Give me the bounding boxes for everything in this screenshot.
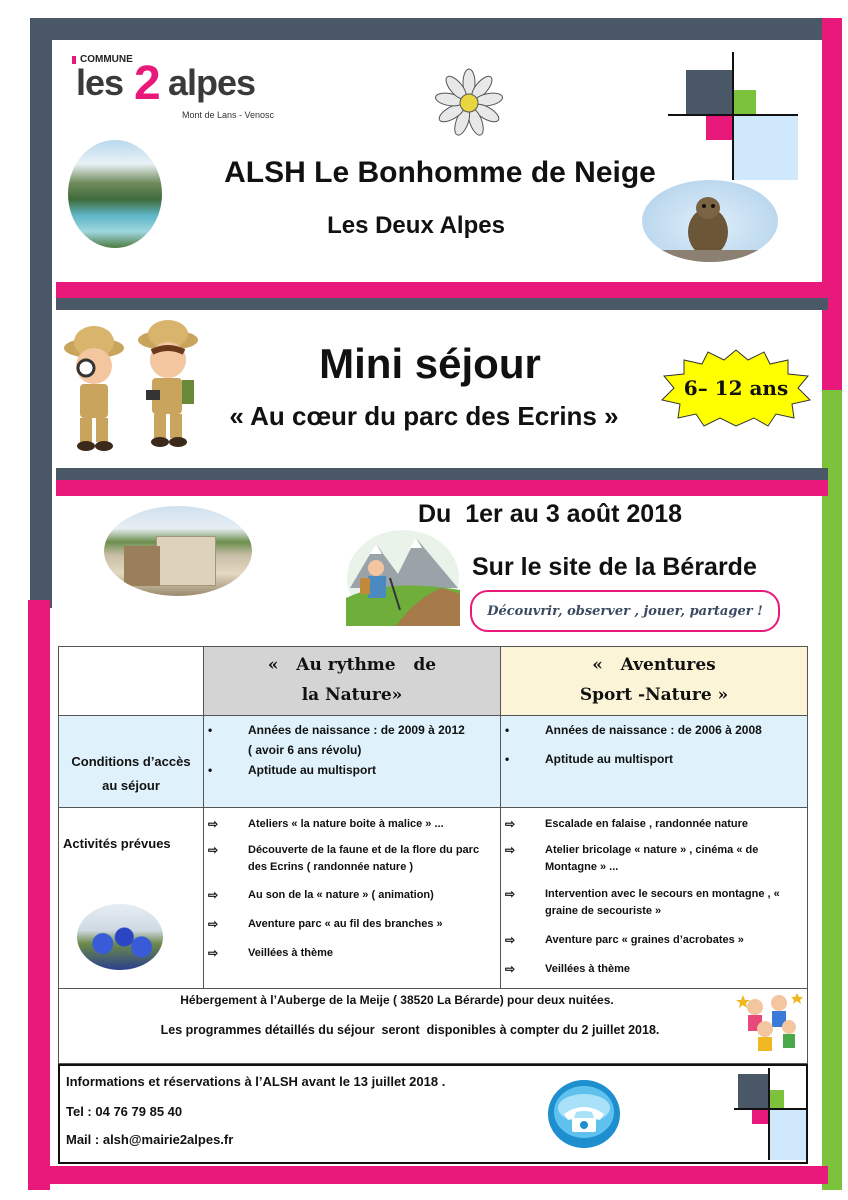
frame-pink-bottom — [28, 1166, 828, 1184]
explorer-kids-icon — [58, 318, 204, 454]
frame-pink-left — [28, 600, 50, 1190]
frame-green-right — [822, 390, 842, 1190]
list-item: ⇨ Intervention avec le secours en montagne , « graine de secouriste » — [505, 887, 780, 917]
stay-title: Mini séjour — [319, 340, 541, 387]
info-text: Informations et réservations à l’ALSH avant le 13 juillet 2018 . — [66, 1074, 446, 1089]
tagline-text: Découvrir, observer , jouer, partager ! — [487, 604, 763, 619]
list-item: ⇨ Atelier bricolage « nature » , cinéma « de Montagne » ... — [505, 843, 759, 873]
stay-subtitle: « Au cœur du parc des Ecrins » — [229, 401, 619, 431]
row1-label-line1: Conditions d’accès — [71, 754, 191, 769]
row2-col1-list — [204, 816, 496, 962]
row1-col2-list — [501, 722, 801, 768]
list-item: • Aptitude au multisport — [208, 763, 376, 777]
list-item: • Aptitude au multisport — [505, 752, 673, 766]
stay-pink-band — [56, 480, 828, 496]
list-item: ⇨ Découverte de la faune et de la flore du parc des Ecrins ( randonnée nature ) — [208, 843, 480, 873]
row2-col2-cell — [500, 807, 808, 989]
row1-col2-cell — [500, 715, 808, 808]
header-col1-line1: « Au rythme de — [267, 655, 437, 675]
list-item: ⇨ Escalade en falaise , randonnée nature — [505, 817, 748, 831]
logo-les-text: les — [76, 62, 124, 103]
commune-logo — [70, 56, 290, 126]
tel-text: Tel : 04 76 79 85 40 — [66, 1104, 183, 1119]
list-item: ⇨ Aventure parc « au fil des branches » — [208, 917, 443, 931]
header-slate-band — [56, 298, 828, 310]
marmot-icon — [642, 180, 778, 262]
logo-commune-text: COMMUNE — [80, 54, 133, 65]
list-item: ⇨ Aventure parc « graines d’acrobates » — [505, 933, 744, 947]
row1-label-line2: au séjour — [102, 778, 160, 793]
programs-text: Les programmes détaillés du séjour seront disponibles à compter du 2 juillet 2018. — [160, 1023, 660, 1037]
chalet-photo — [104, 506, 252, 596]
marmot-photo — [642, 180, 778, 262]
hiker-icon — [346, 528, 460, 628]
lodging-cell — [58, 988, 808, 1064]
list-item: ⇨ Veillées à thème — [505, 962, 630, 976]
row2-col2-list — [501, 816, 801, 978]
header-pink-band — [56, 282, 828, 298]
list-item: • Années de naissance : de 2006 à 2008 — [505, 723, 762, 737]
list-item: ⇨ Ateliers « la nature boite à malice » ... — [208, 817, 444, 831]
table-header-col1 — [203, 646, 501, 716]
kids-group-icon — [735, 989, 805, 1055]
edelweiss-icon — [432, 68, 506, 138]
header-title: ALSH Le Bonhomme de Neige — [224, 156, 656, 189]
header-subtitle: Les Deux Alpes — [327, 212, 505, 239]
frame-pink-right — [822, 18, 842, 398]
list-item: • Années de naissance : de 2009 à 2012 — [208, 723, 465, 737]
row1-col1-list — [204, 722, 496, 779]
frame-slate-left — [30, 18, 52, 608]
site-text: Sur le site de la Bérarde — [472, 553, 757, 581]
frame-slate-top — [30, 18, 830, 40]
list-item: ⇨ Au son de la « nature » ( animation) — [208, 888, 434, 902]
geo-squares-bottom — [734, 1068, 806, 1160]
lodging-text: Hébergement à l’Auberge de la Meije ( 38520 La Bérarde) pour deux nuitées. — [180, 993, 614, 1007]
list-item: ( avoir 6 ans révolu) — [248, 743, 362, 757]
row1-label-cell — [58, 715, 204, 808]
dates-text: Du 1er au 3 août 2018 — [418, 500, 683, 528]
header-col1-line2: la Nature» — [301, 685, 403, 705]
list-item: ⇨ Veillées à thème — [208, 946, 333, 960]
age-badge-label: 6– 12 ans — [683, 376, 789, 400]
stay-slate-band — [56, 468, 828, 480]
logo-alpes-text: alpes — [168, 62, 256, 103]
blue-flowers-photo — [77, 904, 163, 970]
table-corner — [58, 646, 204, 716]
mail-text: Mail : alsh@mairie2alpes.fr — [66, 1132, 234, 1147]
phone-icon — [546, 1078, 622, 1150]
row2-label: Activités prévues — [63, 836, 171, 851]
river-photo — [68, 140, 162, 248]
logo-two-text: 2 — [134, 57, 161, 110]
row2-col1-cell — [203, 807, 501, 989]
row1-col1-cell — [203, 715, 501, 808]
row2-label-cell — [58, 807, 204, 989]
table-header-col2 — [500, 646, 808, 716]
header-col2-line1: « Aventures — [592, 655, 716, 675]
logo-sub-text: Mont de Lans - Venosc — [182, 110, 275, 120]
header-col2-line2: Sport -Nature » — [579, 685, 729, 705]
